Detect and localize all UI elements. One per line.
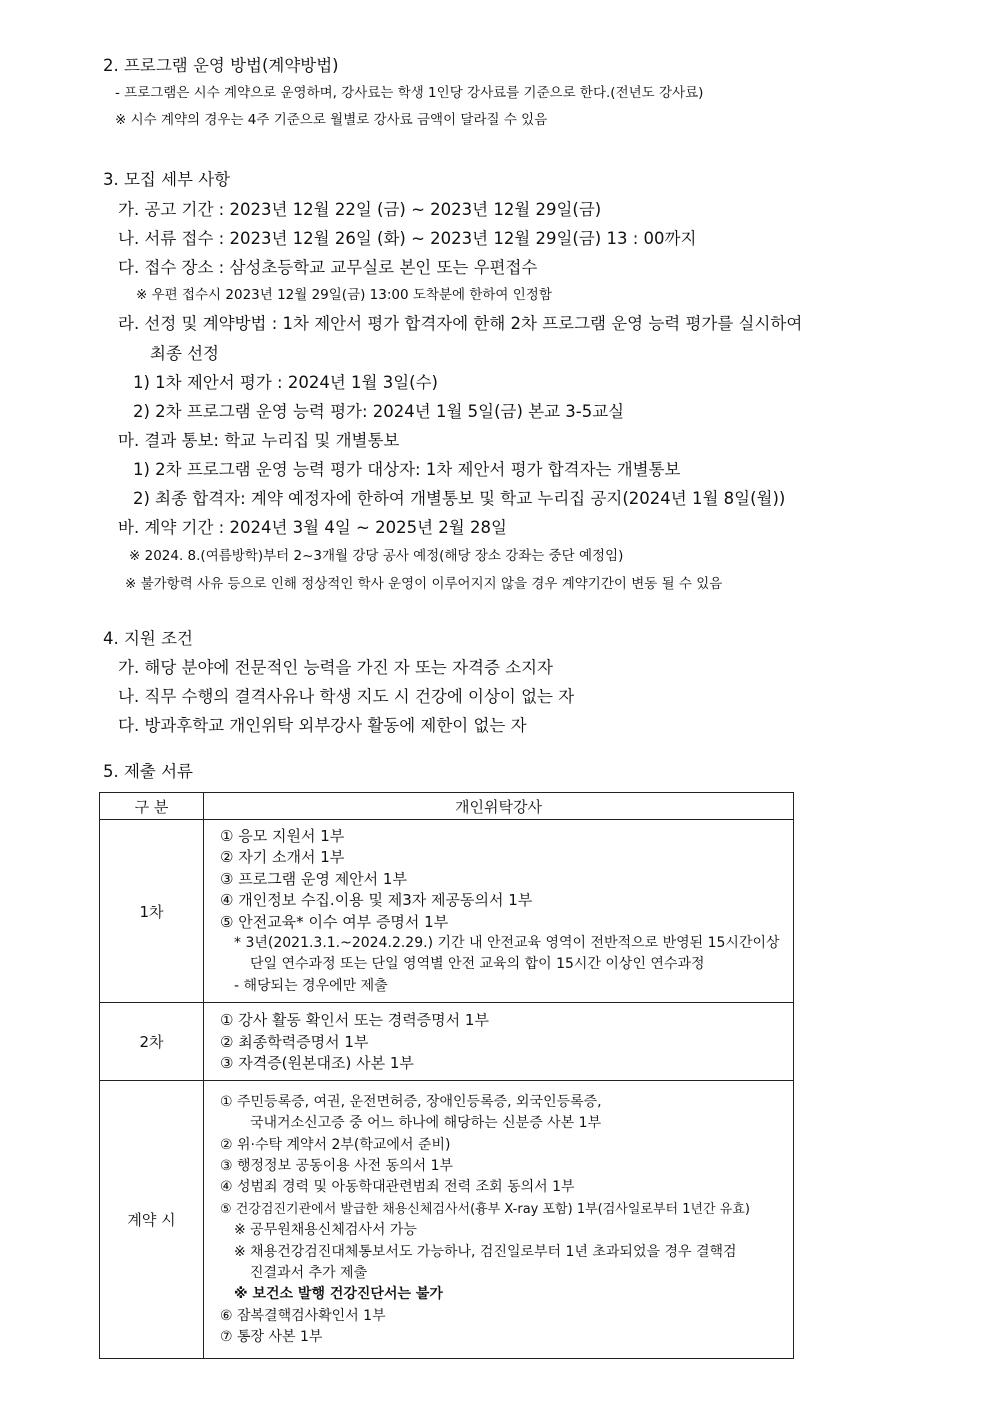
list-item: ① 응모 지원서 1부	[220, 827, 345, 845]
s3-ra-1: 1) 1차 제안서 평가 : 2024년 1월 3일(수)	[133, 373, 438, 392]
list-item: ① 강사 활동 확인서 또는 경력증명서 1부	[220, 1011, 489, 1030]
list-item-note: * 3년(2021.3.1.~2024.2.29.) 기간 내 안전교육 영역이 전반적으로 반영된 15시간이상	[234, 935, 780, 952]
list-item-note: 진결과서 추가 제출	[250, 1265, 368, 1282]
s4-na: 나. 직무 수행의 결격사유나 학생 지도 시 건강에 이상이 없는 자	[118, 687, 575, 706]
list-item-note: - 해당되는 경우에만 제출	[234, 977, 388, 994]
list-item-note-bold: ※ 보건소 발행 건강진단서는 불가	[234, 1286, 443, 1303]
table-row-first	[100, 820, 794, 1003]
s4-da: 다. 방과후학교 개인위탁 외부강사 활동에 제한이 없는 자	[118, 716, 527, 735]
list-item: ⑤ 건강검진기관에서 발급한 채용신체검사서(흉부 X-ray 포함) 1부(검사일로부터 1년간 유효)	[220, 1201, 750, 1217]
list-item: ④ 개인정보 수집.이용 및 제3자 제공동의서 1부	[220, 891, 533, 910]
s3-ra-cont: 최종 선정	[150, 344, 220, 363]
s3-ba-note-1: ※ 2024. 8.(여름방학)부터 2~3개월 강당 공사 예정(해당 장소 강좌는 중단 예정임)	[129, 548, 624, 564]
list-item: ② 최종학력증명서 1부	[220, 1032, 369, 1051]
list-item: ⑦ 통장 사본 1부	[220, 1329, 323, 1346]
list-item: ③ 프로그램 운영 제안서 1부	[220, 869, 407, 888]
section-2-note: ※ 시수 계약의 경우는 4주 기준으로 월별로 강사료 금액이 달라질 수 있음	[115, 112, 548, 128]
table-row-second	[100, 1003, 794, 1081]
s3-ma: 마. 결과 통보: 학교 누리집 및 개별통보	[118, 431, 400, 450]
list-item-note: ※ 채용건강검진대체통보서도 가능하나, 검진일로부터 1년 초과되었을 경우 결핵검	[234, 1243, 737, 1260]
section-5-title: 5. 제출 서류	[103, 762, 193, 781]
list-item: ⑤ 안전교육* 이수 여부 증명서 1부	[220, 912, 449, 931]
list-item: ③ 자격증(원본대조) 사본 1부	[220, 1053, 414, 1072]
section-2-title: 2. 프로그램 운영 방법(계약방법)	[103, 56, 339, 75]
list-item-note: ※ 공무원채용신체검사서 가능	[234, 1222, 417, 1239]
s3-da-note: ※ 우편 접수시 2023년 12월 29일(금) 13:00 도착분에 한하여 인정함	[136, 287, 552, 303]
table-header-row	[100, 793, 794, 820]
s4-ga: 가. 해당 분야에 전문적인 능력을 가진 자 또는 자격증 소지자	[118, 658, 553, 677]
section-2-line: - 프로그램은 시수 계약으로 운영하며, 강사료는 학생 1인당 강사료를 기준으로 한다.(전년도 강사료)	[115, 85, 704, 101]
list-item: ⑥ 잠복결핵검사확인서 1부	[220, 1307, 386, 1324]
submission-documents-table	[99, 792, 794, 1359]
section-3-title: 3. 모집 세부 사항	[103, 170, 231, 189]
list-item: ② 위·수탁 계약서 2부(학교에서 준비)	[220, 1136, 451, 1153]
section-4-title: 4. 지원 조건	[103, 629, 193, 648]
s3-ga: 가. 공고 기간 : 2023년 12월 22일 (금) ~ 2023년 12월 29일(금)	[118, 200, 602, 219]
s3-ra-2: 2) 2차 프로그램 운영 능력 평가: 2024년 1월 5일(금) 본교 3-5교실	[133, 402, 625, 421]
list-item: ③ 행정정보 공동이용 사전 동의서 1부	[220, 1158, 454, 1175]
s3-ma-1: 1) 2차 프로그램 운영 능력 평가 대상자: 1차 제안서 평가 합격자는 개별통보	[133, 460, 681, 479]
row-label-contract: 계약 시	[100, 1081, 204, 1359]
s3-ba: 바. 계약 기간 : 2024년 3월 4일 ~ 2025년 2월 28일	[118, 518, 507, 537]
header-category: 구 분	[100, 793, 204, 820]
row-items-contract	[204, 1081, 794, 1359]
s3-ra: 라. 선정 및 계약방법 : 1차 제안서 평가 합격자에 한해 2차 프로그램 운영 능력 평가를 실시하여	[118, 314, 803, 333]
table-row-contract	[100, 1081, 794, 1359]
list-item: ① 주민등록증, 여권, 운전면허증, 장애인등록증, 외국인등록증,	[220, 1093, 602, 1110]
row-label-first: 1차	[100, 820, 204, 1003]
list-item: ② 자기 소개서 1부	[220, 848, 345, 867]
row-label-second: 2차	[100, 1003, 204, 1081]
row-items-second	[204, 1003, 794, 1081]
list-item-note: 단일 연수과정 또는 단일 영역별 안전 교육의 합이 15시간 이상인 연수과정	[250, 956, 705, 973]
list-item: ④ 성범죄 경력 및 아동학대관련범죄 전력 조회 동의서 1부	[220, 1179, 575, 1196]
header-instructor: 개인위탁강사	[204, 793, 794, 820]
s3-ba-note-2: ※ 불가항력 사유 등으로 인해 정상적인 학사 운영이 이루어지지 않을 경우 계약기간이 변동 될 수 있음	[125, 576, 723, 592]
s3-da: 다. 접수 장소 : 삼성초등학교 교무실로 본인 또는 우편접수	[118, 258, 538, 277]
list-item: 국내거소신고증 중 어느 하나에 해당하는 신분증 사본 1부	[250, 1115, 602, 1132]
row-items-first	[204, 820, 794, 1003]
s3-ma-2: 2) 최종 합격자: 계약 예정자에 한하여 개별통보 및 학교 누리집 공지(2024년 1월 8일(월))	[133, 489, 786, 508]
s3-na: 나. 서류 접수 : 2023년 12월 26일 (화) ~ 2023년 12월 29일(금) 13 : 00까지	[118, 229, 697, 248]
